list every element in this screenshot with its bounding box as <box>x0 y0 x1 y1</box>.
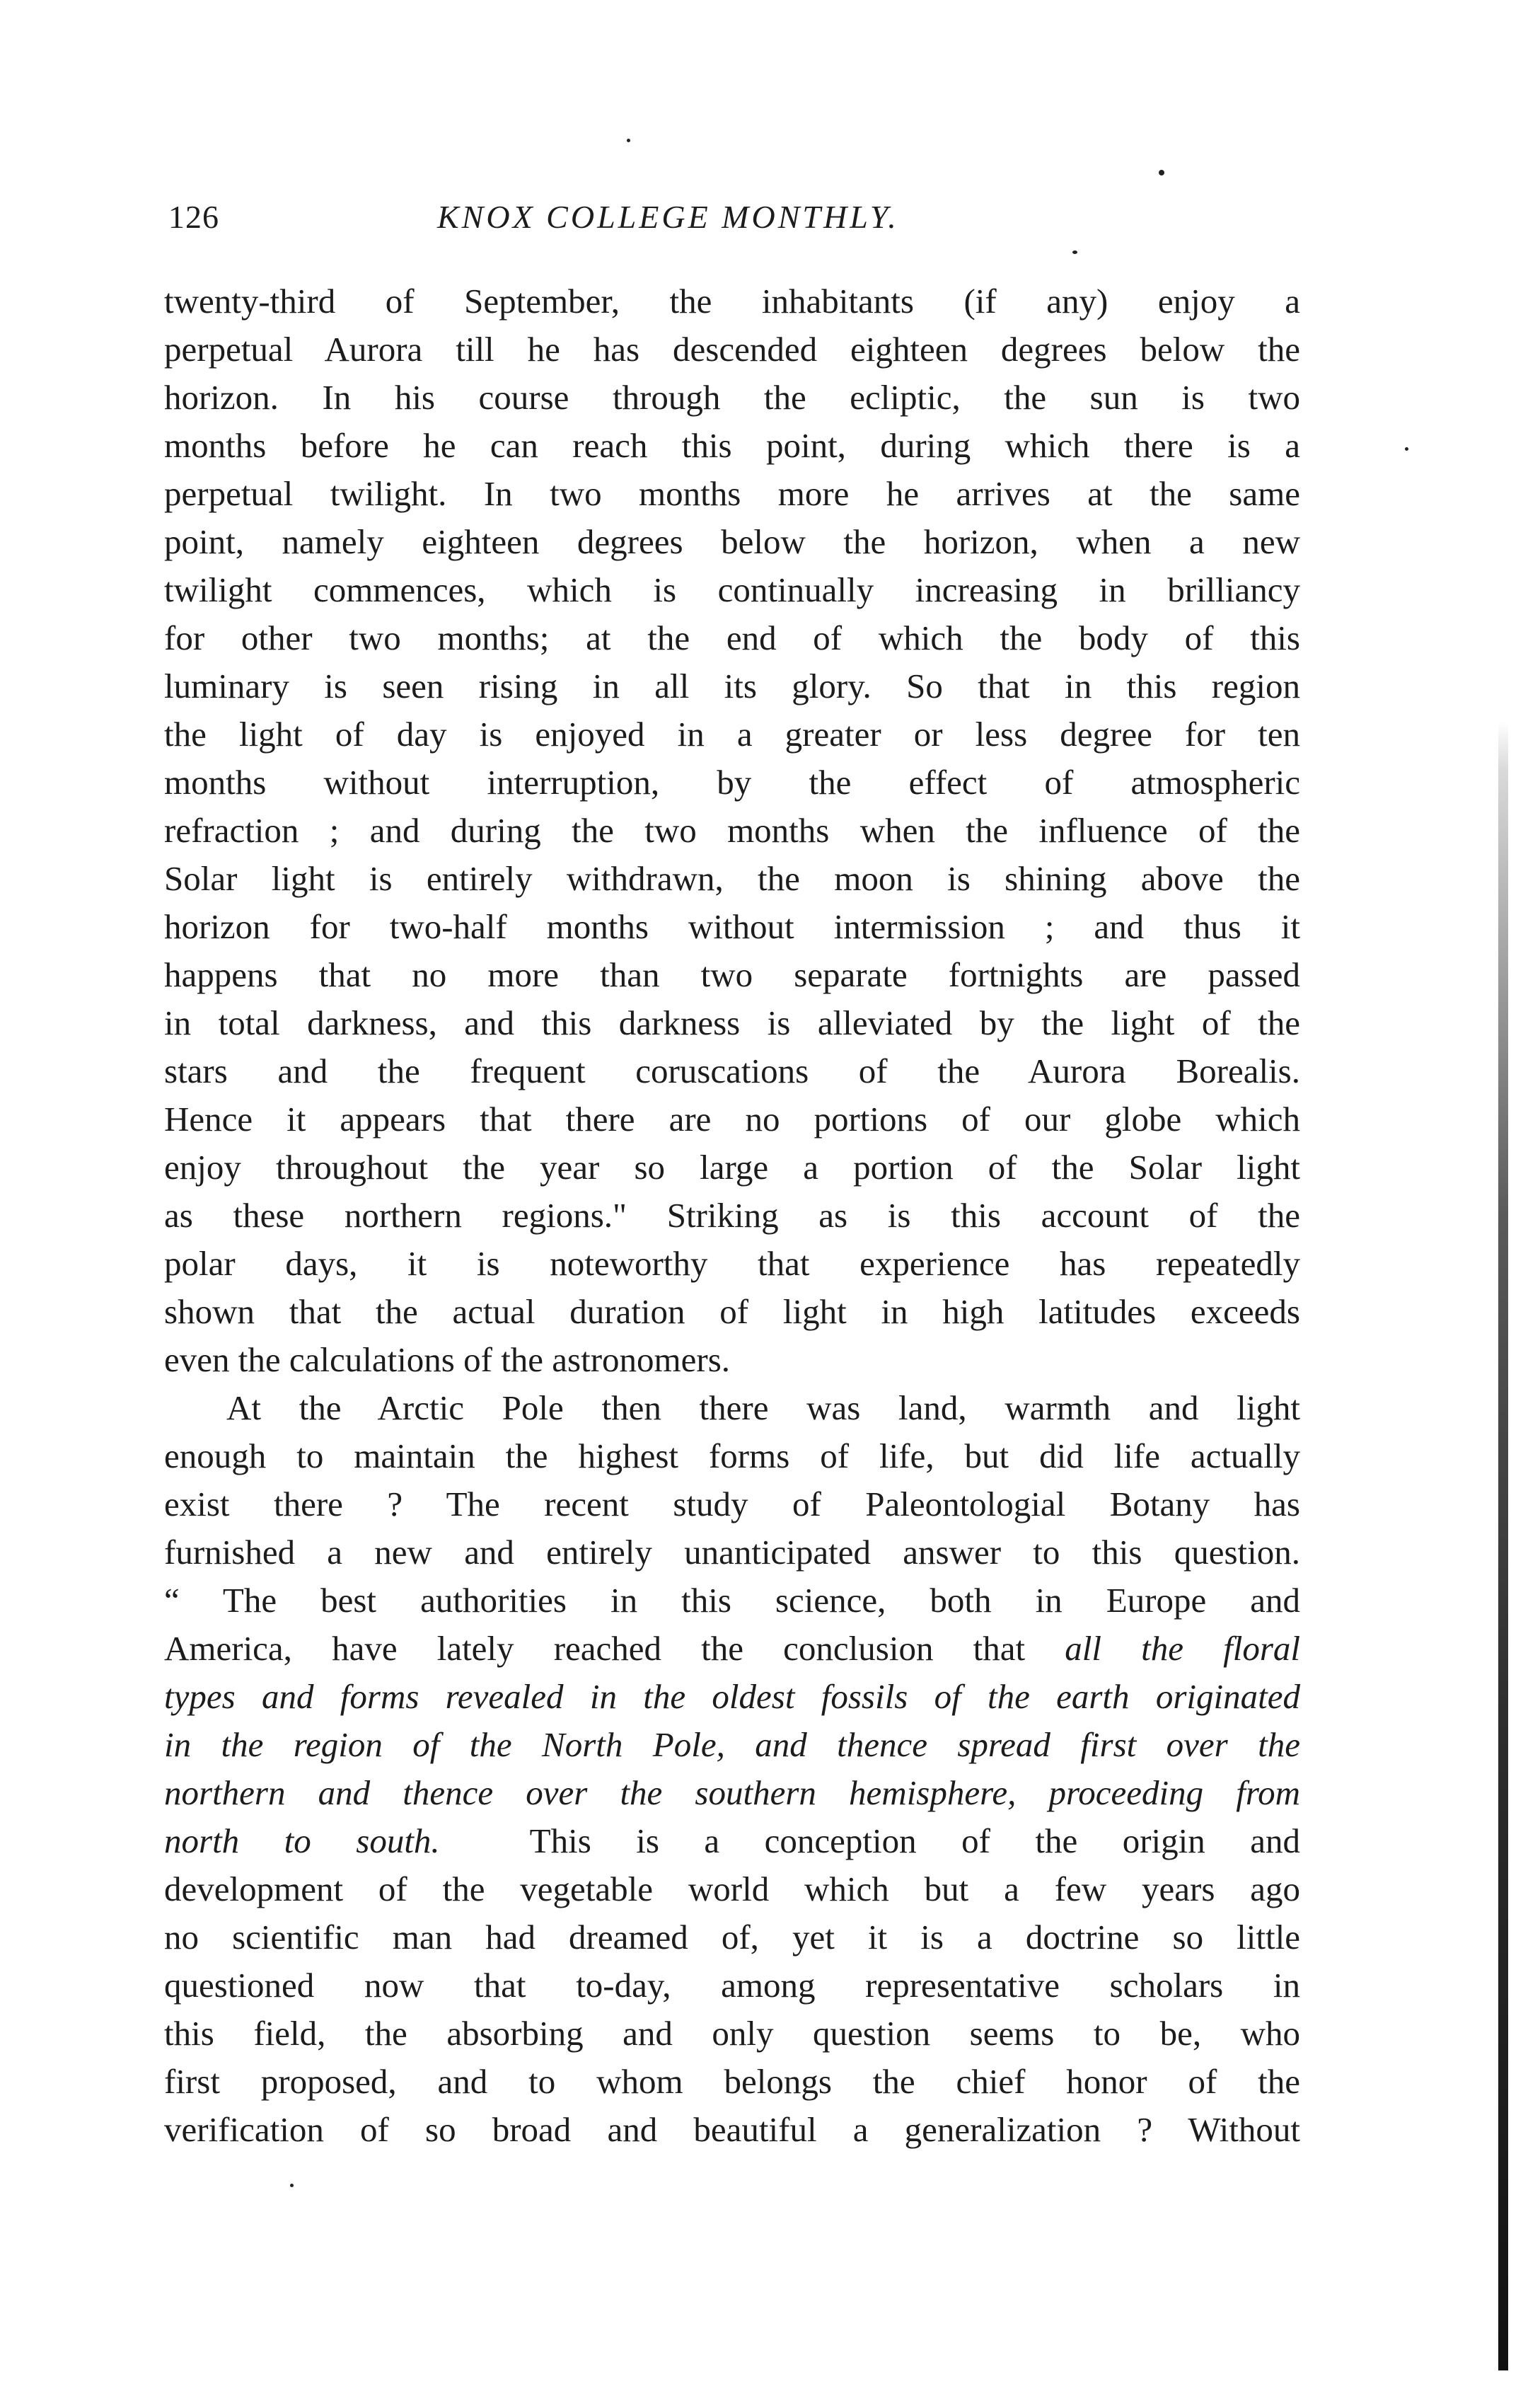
italic-text-line: in the region of the North Pole, and thence spread first over the <box>164 1725 1300 1764</box>
text-line-mixed <box>164 1625 1300 1673</box>
text-line: perpetual twilight. In two months more he arrives at the same <box>164 474 1300 513</box>
text-line: twilight commences, which is continually increasing in brilliancy <box>164 570 1300 609</box>
text-line: no scientific man had dreamed of, yet it is a doctrine so little <box>164 1918 1300 1957</box>
text-line: enough to maintain the highest forms of life, but did life actually <box>164 1436 1300 1475</box>
text-line: Hence it appears that there are no portions of our globe which <box>164 1100 1300 1139</box>
text-line: horizon for two-half months without intermission ; and thus it <box>164 907 1300 946</box>
page-header <box>168 198 1300 248</box>
text-line: luminary is seen rising in all its glory. So that in this region <box>164 667 1300 705</box>
text-line: questioned now that to-day, among representative scholars in <box>164 1966 1300 2005</box>
text-line: perpetual Aurora till he has descended eighteen degrees below the <box>164 330 1300 369</box>
text-line: shown that the actual duration of light in high latitudes exceeds <box>164 1292 1300 1331</box>
italic-text-segment: all the floral <box>1065 1629 1300 1668</box>
scan-speck <box>1405 447 1408 451</box>
text-line: even the calculations of the astronomers. <box>164 1340 731 1379</box>
text-line: development of the vegetable world which but a few years ago <box>164 1869 1300 1908</box>
text-line: refraction ; and during the two months when the influence of the <box>164 811 1300 850</box>
scan-speck <box>290 2184 294 2187</box>
text-line: furnished a new and entirely unanticipated answer to this question. <box>164 1533 1300 1572</box>
body-text <box>164 277 1300 2154</box>
italic-text-line: northern and thence over the southern hemisphere, proceeding from <box>164 1773 1300 1812</box>
page-number: 126 <box>168 199 219 235</box>
text-line: happens that no more than two separate fortnights are passed <box>164 955 1300 994</box>
text-line: “ The best authorities in this science, both in Europe and <box>164 1581 1300 1620</box>
text-line: stars and the frequent coruscations of the Aurora Borealis. <box>164 1051 1300 1090</box>
text-line: horizon. In his course through the ecliptic, the sun is two <box>164 378 1300 417</box>
italic-text-segment: north to south. <box>164 1821 440 1860</box>
text-line: this field, the absorbing and only question seems to be, who <box>164 2014 1300 2053</box>
text-line: At the Arctic Pole then there was land, warmth and light <box>226 1388 1300 1427</box>
text-line: polar days, it is noteworthy that experience has repeatedly <box>164 1244 1300 1283</box>
text-line: in total darkness, and this darkness is alleviated by the light of the <box>164 1003 1300 1042</box>
text-segment: This is a conception of the origin and <box>529 1821 1300 1860</box>
text-line: exist there ? The recent study of Paleontologial Botany has <box>164 1485 1300 1523</box>
scan-speck <box>627 139 630 142</box>
text-line: months without interruption, by the effect of atmospheric <box>164 763 1300 802</box>
scan-speck <box>1072 250 1077 254</box>
text-line: twenty-third of September, the inhabitants (if any) enjoy a <box>164 282 1300 321</box>
text-segment: America, have lately reached the conclusion that <box>164 1629 1026 1668</box>
text-line: verification of so broad and beautiful a generalization ? Without <box>164 2110 1300 2149</box>
text-line: first proposed, and to whom belongs the chief honor of the <box>164 2062 1300 2101</box>
scan-speck <box>1159 170 1164 175</box>
text-line: as these northern regions." Striking as is this account of the <box>164 1196 1300 1235</box>
text-line: months before he can reach this point, during which there is a <box>164 426 1300 465</box>
text-line: point, namely eighteen degrees below the horizon, when a new <box>164 522 1300 561</box>
text-line: enjoy throughout the year so large a portion of the Solar light <box>164 1148 1300 1187</box>
text-line: the light of day is enjoyed in a greater or less degree for ten <box>164 715 1300 754</box>
text-line: Solar light is entirely withdrawn, the moon is shining above the <box>164 859 1300 898</box>
scan-edge-shadow <box>1498 722 1508 2370</box>
text-line-mixed <box>164 1817 1300 1865</box>
text-line: for other two months; at the end of which the body of this <box>164 618 1300 657</box>
italic-text-line: types and forms revealed in the oldest fossils of the earth originated <box>164 1677 1300 1716</box>
running-title: KNOX COLLEGE MONTHLY. <box>437 199 899 235</box>
